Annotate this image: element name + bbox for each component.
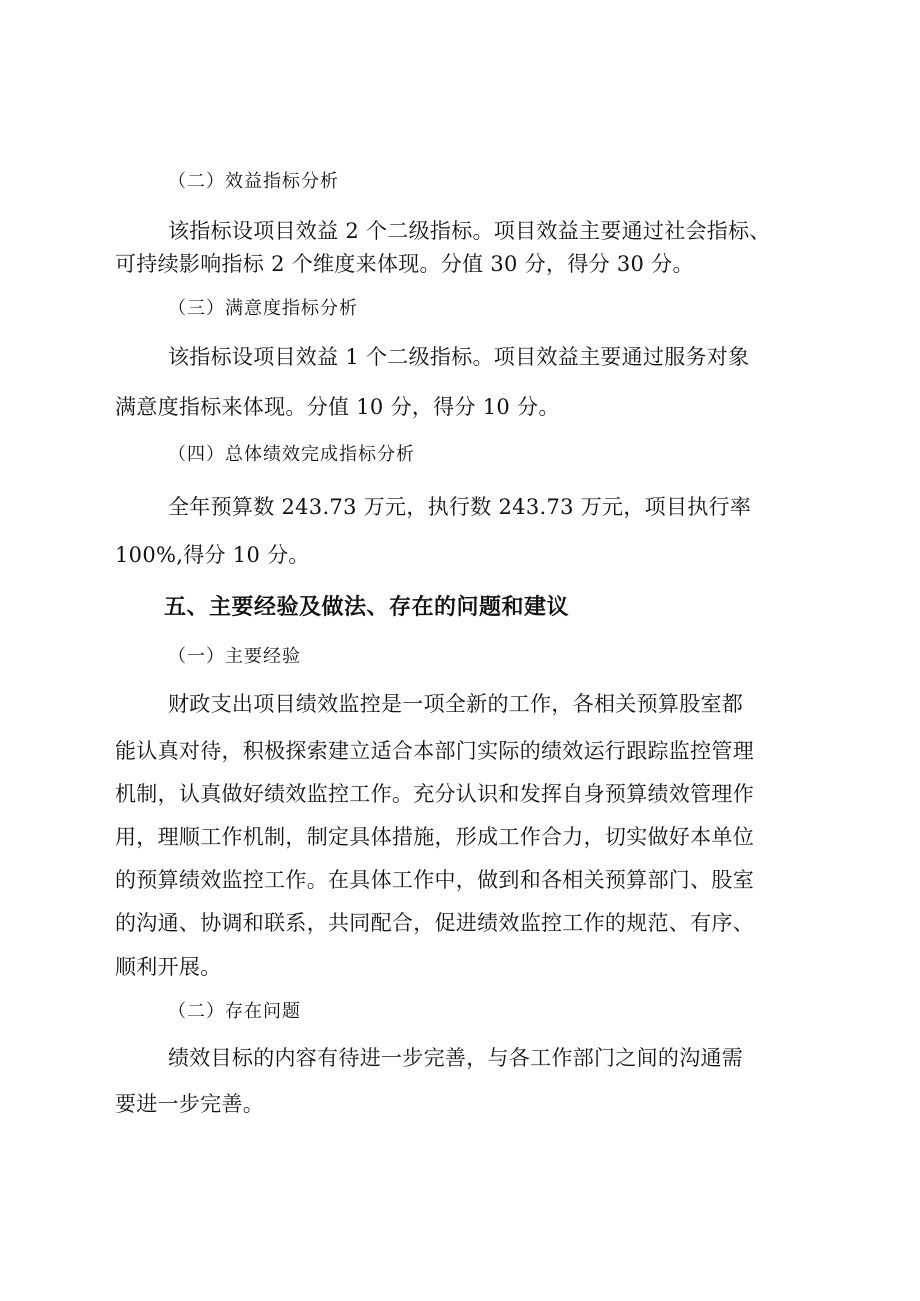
paragraph-line: 的预算绩效监控工作。在具体工作中，做到和各相关预算部门、股室 <box>115 868 754 892</box>
paragraph-line: 满意度指标来体现。分值 10 分，得分 10 分。 <box>115 395 560 419</box>
section-heading-satisfaction-indicators: （三）满意度指标分析 <box>168 298 358 319</box>
paragraph-line: 100%,得分 10 分。 <box>115 543 310 567</box>
paragraph-line: 机制，认真做好绩效监控工作。充分认识和发挥自身预算绩效管理作 <box>115 782 754 806</box>
section-heading-overall-performance: （四）总体绩效完成指标分析 <box>168 444 415 465</box>
paragraph-line: 绩效目标的内容有待进一步完善，与各工作部门之间的沟通需 <box>168 1046 744 1070</box>
paragraph-line: 能认真对待，积极探索建立适合本部门实际的绩效运行跟踪监控管理 <box>115 739 754 763</box>
paragraph-line: 的沟通、协调和联系，共同配合，促进绩效监控工作的规范、有序、 <box>115 911 754 935</box>
section-title-main-experience: 五、主要经验及做法、存在的问题和建议 <box>164 595 570 620</box>
section-heading-existing-problems: （二）存在问题 <box>168 1001 301 1022</box>
paragraph-line: 顺利开展。 <box>115 955 222 979</box>
paragraph-line: 该指标设项目效益 1 个二级指标。项目效益主要通过服务对象 <box>168 345 750 369</box>
paragraph-line: 可持续影响指标 2 个维度来体现。分值 30 分，得分 30 分。 <box>115 252 694 276</box>
paragraph-line: 该指标设项目效益 2 个二级指标。项目效益主要通过社会指标、 <box>168 219 771 243</box>
section-heading-benefit-indicators: （二）效益指标分析 <box>168 171 339 192</box>
paragraph-line: 财政支出项目绩效监控是一项全新的工作，各相关预算股室都 <box>168 692 744 716</box>
paragraph-line: 用，理顺工作机制，制定具体措施，形成工作合力，切实做好本单位 <box>115 825 754 849</box>
paragraph-line: 要进一步完善。 <box>115 1092 265 1116</box>
section-heading-main-experience: （一）主要经验 <box>168 646 301 667</box>
paragraph-line: 全年预算数 243.73 万元，执行数 243.73 万元，项目执行率 <box>168 495 752 519</box>
